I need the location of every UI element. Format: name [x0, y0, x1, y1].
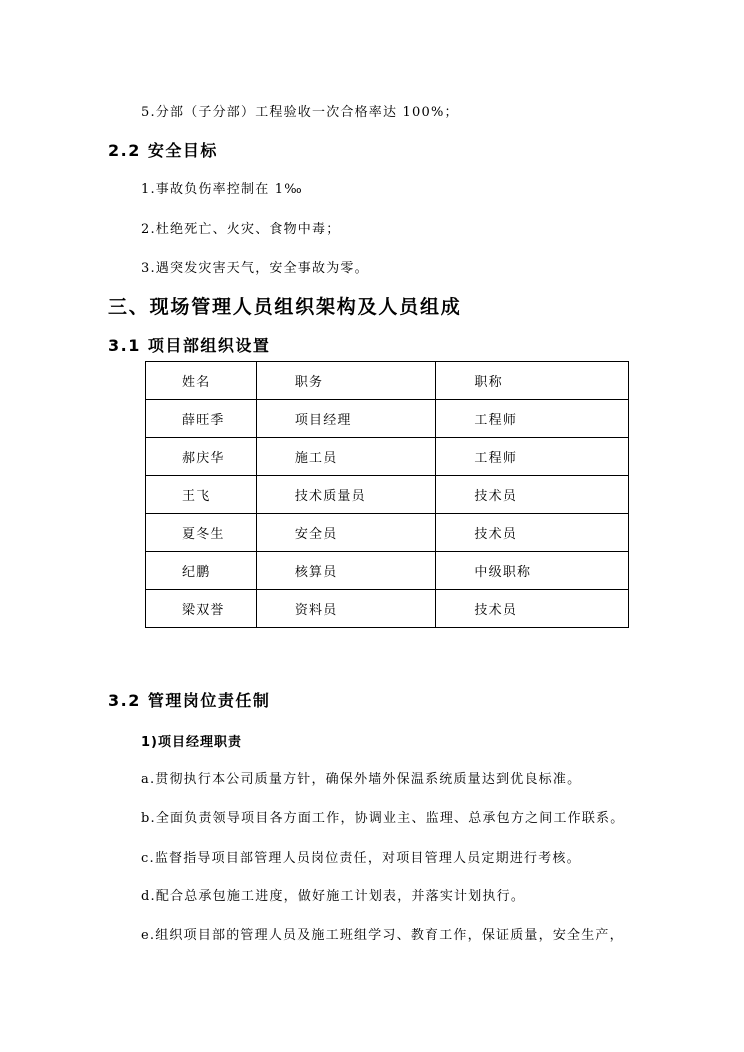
cell-position: 资料员 [256, 590, 436, 628]
header-position: 职务 [256, 362, 436, 400]
header-title: 职称 [436, 362, 629, 400]
header-name: 姓名 [146, 362, 257, 400]
table-row [146, 590, 629, 628]
goal-item-5: 5.分部（子分部）工程验收一次合格率达 100%； [141, 105, 459, 120]
cell-name: 夏冬生 [146, 514, 257, 552]
table-header-row [146, 362, 629, 400]
cell-position: 核算员 [256, 552, 436, 590]
cell-name: 郝庆华 [146, 438, 257, 476]
table-row [146, 438, 629, 476]
table-row [146, 514, 629, 552]
cell-name: 薛旺季 [146, 400, 257, 438]
table-row [146, 400, 629, 438]
table-row [146, 476, 629, 514]
pm-duty-c: c.监督指导项目部管理人员岗位责任，对项目管理人员定期进行考核。 [141, 851, 581, 866]
cell-title: 工程师 [436, 400, 629, 438]
cell-name: 梁双誉 [146, 590, 257, 628]
org-table [145, 361, 629, 628]
pm-duty-d: d.配合总承包施工进度，做好施工计划表，并落实计划执行。 [141, 889, 526, 904]
pm-duty-a: a.贯彻执行本公司质量方针，确保外墙外保温系统质量达到优良标准。 [141, 772, 582, 787]
pm-duty-b: b.全面负责领导项目各方面工作，协调业主、监理、总承包方之间工作联系。 [141, 811, 625, 826]
cell-name: 纪鹏 [146, 552, 257, 590]
cell-position: 项目经理 [256, 400, 436, 438]
pm-duty-e: e.组织项目部的管理人员及施工班组学习、教育工作，保证质量，安全生产， [141, 928, 624, 943]
cell-position: 技术质量员 [256, 476, 436, 514]
cell-title: 技术员 [436, 514, 629, 552]
cell-position: 施工员 [256, 438, 436, 476]
table-row [146, 552, 629, 590]
cell-position: 安全员 [256, 514, 436, 552]
cell-title: 技术员 [436, 476, 629, 514]
pm-duties-heading: 1)项目经理职责 [141, 735, 242, 750]
section-3-heading: 三、现场管理人员组织架构及人员组成 [108, 296, 462, 318]
responsibility-heading: 3.2 管理岗位责任制 [108, 691, 271, 710]
safety-goals-heading: 2.2 安全目标 [108, 141, 218, 160]
safety-item-1: 1.事故负伤率控制在 1‰ [141, 182, 303, 197]
cell-title: 技术员 [436, 590, 629, 628]
org-setup-heading: 3.1 项目部组织设置 [108, 336, 271, 355]
safety-item-3: 3.遇突发灾害天气，安全事故为零。 [141, 261, 369, 276]
safety-item-2: 2.杜绝死亡、火灾、食物中毒； [141, 222, 341, 237]
cell-title: 工程师 [436, 438, 629, 476]
cell-title: 中级职称 [436, 552, 629, 590]
cell-name: 王飞 [146, 476, 257, 514]
